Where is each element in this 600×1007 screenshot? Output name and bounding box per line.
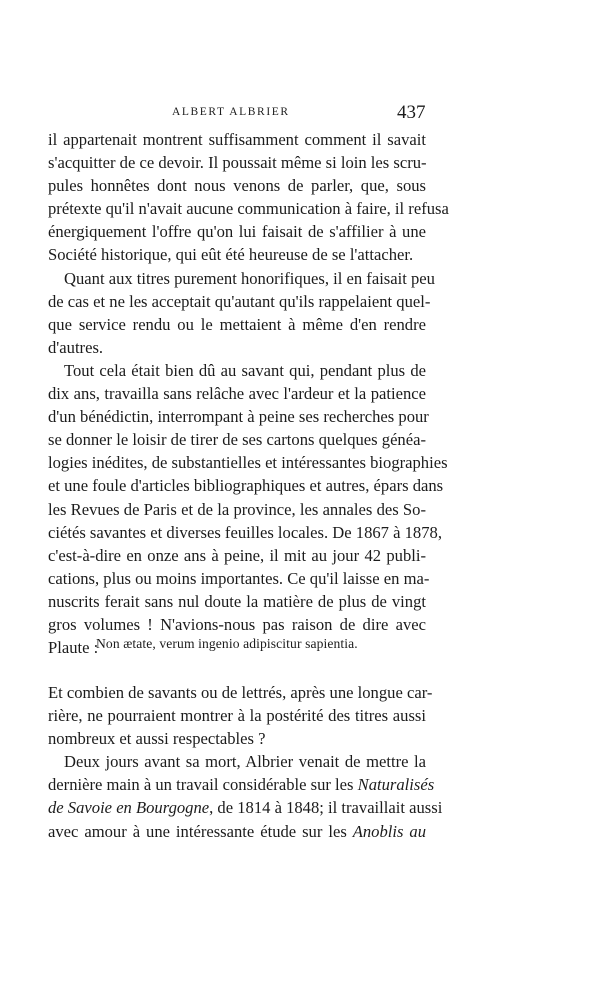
text-line: c'est-à-dire en onze ans à peine, il mit au jour 42 publi- [48, 545, 426, 565]
text-line: d'autres. [48, 337, 104, 357]
latin-quotation: Non ætate, verum ingenio adipiscitur sapientia. [96, 636, 358, 651]
text-line: ciétés savantes et diverses feuilles locales. De 1867 à 1878, [48, 522, 442, 542]
text-segment: avec amour à une intéressante étude sur les [48, 821, 347, 841]
body-text-lower [48, 681, 443, 843]
page-number: 437 [397, 102, 426, 123]
text-line: nuscrits ferait sans nul doute la matière de plus de vingt [48, 591, 426, 611]
text-line: énergiquement l'offre qu'on lui faisait de s'affilier à une [48, 222, 426, 242]
text-line: Société historique, qui eût été heureuse de se l'attacher. [48, 245, 414, 265]
text-line: que service rendu ou le mettaient à même d'en rendre [48, 314, 426, 334]
text-line: et une foule d'articles bibliographiques et autres, épars dans [48, 476, 444, 496]
text-line: rière, ne pourraient montrer à la postérité des titres aussi [48, 706, 426, 726]
italic-title: Anoblis au [352, 821, 427, 841]
text-line: pules honnêtes dont nous venons de parler, que, sous [48, 176, 426, 196]
text-segment: , de 1814 à 1848; il travaillait aussi [209, 798, 443, 818]
text-line: Quant aux titres purement honorifiques, il en faisait peu [64, 268, 435, 288]
text-line: Et combien de savants ou de lettrés, après une longue car- [48, 683, 433, 702]
text-line: de cas et ne les acceptait qu'autant qu'ils rappelaient quel- [48, 291, 431, 311]
running-head-title: ALBERT ALBRIER [172, 106, 290, 118]
text-line: gros volumes ! N'avions-nous pas raison de dire avec [48, 614, 426, 634]
text-line: d'un bénédictin, interrompant à peine ses recherches pour [48, 407, 429, 427]
text-line [48, 796, 443, 819]
text-line: les Revues de Paris et de la province, les annales des So- [48, 499, 426, 519]
text-line: il appartenait montrent suffisamment comment il savait [48, 130, 426, 149]
text-line [48, 820, 426, 843]
italic-title: de Savoie en Bourgogne [48, 798, 210, 818]
text-line: nombreux et aussi respectables ? [48, 729, 266, 749]
italic-title: Naturalisés [357, 775, 435, 795]
text-segment: dernière main à un travail considérable sur les [48, 775, 354, 795]
running-head [0, 104, 600, 128]
text-line: Tout cela était bien dû au savant qui, pendant plus de [64, 360, 426, 380]
text-line: se donner le loisir de tirer de ses cartons quelques généa- [48, 430, 426, 450]
text-line: cations, plus ou moins importantes. Ce qu'il laisse en ma- [48, 568, 430, 588]
text-line: s'acquitter de ce devoir. Il poussait même si loin les scru- [48, 153, 427, 173]
text-line: Plaute : [48, 638, 99, 658]
text-line: Deux jours avant sa mort, Albrier venait de mettre la [64, 752, 426, 772]
text-line: dix ans, travailla sans relâche avec l'ardeur et la patience [48, 384, 426, 404]
text-line: prétexte qu'il n'avait aucune communication à faire, il refusa [48, 199, 449, 219]
text-line: logies inédites, de substantielles et intéressantes biographies [48, 453, 448, 473]
body-text-upper [48, 128, 449, 659]
text-line [48, 773, 435, 796]
